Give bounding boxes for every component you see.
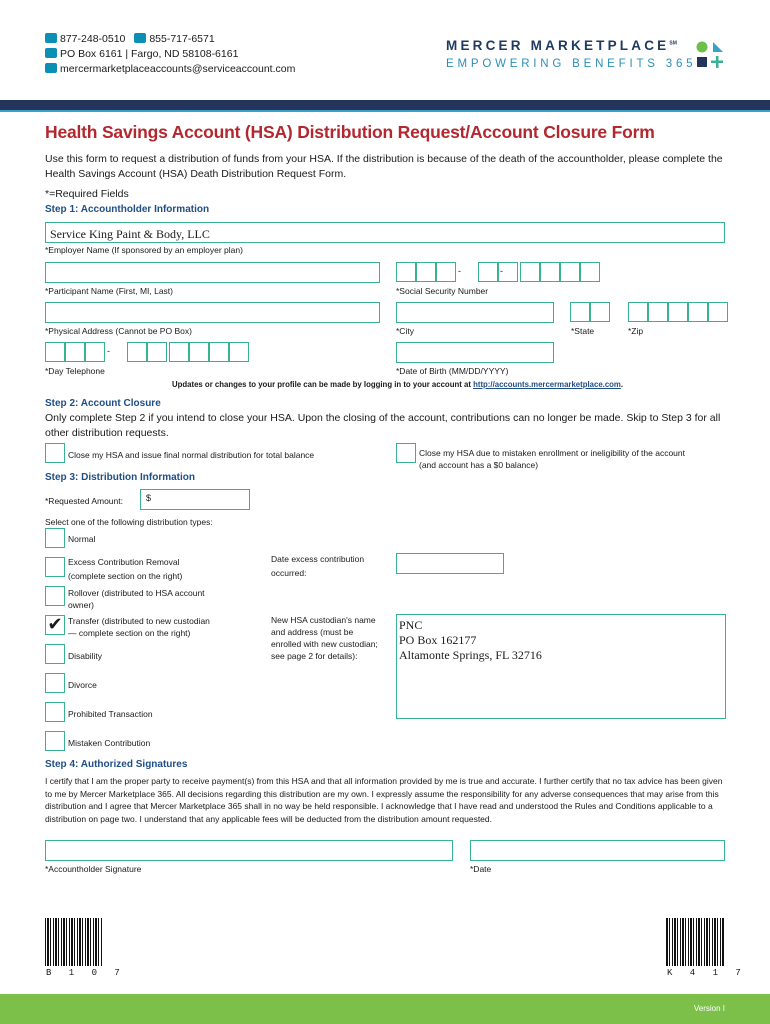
type-transfer-line1: Transfer (distributed to new custodian (68, 616, 210, 626)
close-normal-checkbox[interactable] (45, 443, 65, 463)
certification-text: I certify that I am the proper party to receive payment(s) from this HSA and that all information provided by me is true and accurate. I further certify that no tax advice has been given to me by Mercer Marketplace 365. All decisions regarding this distribution are my own. I expressly assume the responsibility for any adverse consequences that may arise from this distribution and I agree that Mercer Marketplace 365 shall in no way be held responsible. I acknowledge that I have read and understood the Rules and Conditions applicable to a distribution on page two. I understand that any applicable fees will be deducted from the distribution amount requested. (45, 776, 723, 824)
footer-band (0, 994, 770, 1024)
step4-heading: Step 4: Authorized Signatures (45, 759, 188, 770)
brand-sm: SM (669, 40, 677, 47)
zip-digit[interactable] (688, 302, 708, 322)
phone-digit[interactable] (127, 342, 147, 362)
custodian-label (271, 614, 378, 662)
employer-name-field[interactable] (45, 222, 725, 243)
signature-date-field[interactable] (470, 840, 725, 861)
type-mistaken-label: Mistaken Contribution (68, 738, 151, 748)
step2-heading: Step 2: Account Closure (45, 398, 161, 409)
email-address: mercermarketplaceaccounts@serviceaccount.com (60, 63, 296, 75)
state-label: *State (571, 326, 595, 336)
state-char[interactable] (590, 302, 610, 322)
employer-name-label: *Employer Name (If sponsored by an employer plan) (45, 245, 243, 255)
phone-dash: - (107, 346, 110, 356)
signature-field[interactable] (45, 840, 453, 861)
barcode-right (666, 918, 724, 966)
ssn-dash: - (458, 266, 461, 276)
close-normal-label: Close my HSA and issue final normal distribution for total balance (68, 450, 315, 460)
type-excess-line1: Excess Contribution Removal (68, 557, 180, 567)
type-divorce-label: Divorce (68, 680, 97, 690)
city-label: *City (396, 326, 414, 336)
type-transfer-checkbox[interactable] (45, 615, 65, 635)
ssn-digit[interactable] (560, 262, 580, 282)
mail-icon (45, 48, 57, 58)
signature-label: *Accountholder Signature (45, 864, 142, 874)
phone-digit[interactable] (147, 342, 167, 362)
phone-digit[interactable] (229, 342, 249, 362)
physical-address-field[interactable] (45, 302, 380, 323)
excess-date-label (271, 553, 364, 579)
profile-update-note (172, 380, 623, 389)
custodian-name-value: PNC (399, 618, 423, 632)
type-excess-line2: (complete section on the right) (68, 571, 183, 581)
profile-update-text: Updates or changes to your profile can be made by logging in to your account at (172, 380, 471, 389)
step2-text: Only complete Step 2 if you intend to close your HSA. Upon the closing of the account, contributions can no longer be made. Skip to Step 3 for all other distribution requests. (45, 412, 721, 439)
fax-icon (134, 33, 146, 43)
city-field[interactable] (396, 302, 554, 323)
barcode-right-text: K 4 1 7 (667, 968, 747, 978)
state-char[interactable] (570, 302, 590, 322)
type-prohibited-checkbox[interactable] (45, 702, 65, 722)
type-transfer-line2: — complete section on the right) (68, 628, 191, 638)
currency-symbol: $ (146, 493, 152, 503)
phone-digit[interactable] (45, 342, 65, 362)
custodian-line3: enrolled with new custodian; (271, 639, 378, 649)
brand-logo (446, 38, 696, 70)
excess-date-line2: occurred: (271, 568, 307, 578)
ssn-digit[interactable] (478, 262, 498, 282)
participant-name-label: *Participant Name (First, MI, Last) (45, 286, 174, 296)
dob-label: *Date of Birth (MM/DD/YYYY) (396, 366, 509, 376)
custodian-line1: New HSA custodian's name (271, 615, 376, 625)
brand-subtitle: EMPOWERING BENEFITS 365 (446, 58, 697, 70)
type-normal-label: Normal (68, 534, 96, 544)
type-rollover-label (68, 587, 205, 611)
custodian-city-value: Altamonte Springs, FL 32716 (399, 648, 542, 662)
type-rollover-line2: owner) (68, 600, 94, 610)
form-title: Health Savings Account (HSA) Distribution Request/Account Closure Form (45, 122, 655, 142)
type-prohibited-label: Prohibited Transaction (68, 709, 153, 719)
signature-date-label: *Date (470, 864, 492, 874)
participant-name-field[interactable] (45, 262, 380, 283)
distribution-types-prompt: Select one of the following distribution types: (45, 517, 213, 527)
excess-date-line1: Date excess contribution (271, 554, 365, 564)
ssn-label: *Social Security Number (396, 286, 489, 296)
type-disability-label: Disability (68, 651, 103, 661)
custodian-line4: see page 2 for details): (271, 651, 358, 661)
custodian-address-field[interactable] (396, 614, 726, 719)
type-transfer-label (68, 615, 210, 639)
ssn-dash: - (500, 266, 503, 276)
ssn-digit[interactable] (540, 262, 560, 282)
phone-digit[interactable] (189, 342, 209, 362)
zip-digit[interactable] (628, 302, 648, 322)
requested-amount-label: *Requested Amount: (45, 496, 123, 506)
contact-block (45, 32, 295, 77)
type-mistaken-checkbox[interactable] (45, 731, 65, 751)
header-band-accent (0, 110, 770, 112)
version-label: Version I (693, 1004, 725, 1013)
type-rollover-checkbox[interactable] (45, 586, 65, 606)
employer-name-value: Service King Paint & Body, LLC (50, 227, 210, 241)
phone-digit[interactable] (85, 342, 105, 362)
brand-mark-icon (695, 40, 727, 72)
email-icon (45, 63, 57, 73)
accounts-link[interactable]: http://accounts.mercermarketplace.com (473, 380, 621, 389)
type-excess-checkbox[interactable] (45, 557, 65, 577)
dob-field[interactable] (396, 342, 554, 363)
ssn-digit[interactable] (436, 262, 456, 282)
requested-amount-field[interactable] (140, 489, 250, 510)
close-mistaken-label (419, 447, 685, 471)
physical-address-label: *Physical Address (Cannot be PO Box) (45, 326, 192, 336)
close-mistaken-line1: Close my HSA due to mistaken enrollment or ineligibility of the account (419, 448, 685, 458)
ssn-digit[interactable] (520, 262, 540, 282)
zip-digit[interactable] (648, 302, 668, 322)
custodian-line2: and address (must be (271, 627, 354, 637)
step1-heading: Step 1: Accountholder Information (45, 204, 210, 215)
zip-label: *Zip (628, 326, 644, 336)
phone-digit[interactable] (169, 342, 189, 362)
barcode-left (45, 918, 103, 966)
type-normal-checkbox[interactable] (45, 528, 65, 548)
type-rollover-line1: Rollover (distributed to HSA account (68, 588, 205, 598)
form-intro: Use this form to request a distribution of funds from your HSA. If the distribution is because of the death of the accountholder, please complete the Health Savings Account (HSA) Death Distribution Request Form. (45, 153, 723, 180)
zip-digit[interactable] (668, 302, 688, 322)
excess-date-field[interactable] (396, 553, 504, 574)
close-mistaken-line2: (and account has a $0 balance) (419, 460, 539, 470)
type-divorce-checkbox[interactable] (45, 673, 65, 693)
close-mistaken-checkbox[interactable] (396, 443, 416, 463)
ssn-digit[interactable] (396, 262, 416, 282)
phone-digit[interactable] (209, 342, 229, 362)
day-telephone-label: *Day Telephone (45, 366, 105, 376)
brand-title: MERCER MARKETPLACE (446, 38, 670, 53)
phone-icon (45, 33, 57, 43)
checkmark-icon: ✔ (47, 614, 63, 634)
fax-number: 855-717-6571 (149, 33, 215, 45)
required-note: *=Required Fields (45, 188, 129, 200)
mailing-address: PO Box 6161 | Fargo, ND 58108-6161 (60, 48, 239, 60)
phone-number: 877-248-0510 (60, 33, 126, 45)
ssn-digit[interactable] (416, 262, 436, 282)
type-excess-label (68, 556, 182, 582)
custodian-street-value: PO Box 162177 (399, 633, 477, 647)
zip-digit[interactable] (708, 302, 728, 322)
type-disability-checkbox[interactable] (45, 644, 65, 664)
barcode-left-text: B 1 0 7 (46, 968, 126, 978)
phone-digit[interactable] (65, 342, 85, 362)
step3-heading: Step 3: Distribution Information (45, 472, 195, 483)
profile-update-period: . (620, 380, 624, 389)
ssn-digit[interactable] (580, 262, 600, 282)
